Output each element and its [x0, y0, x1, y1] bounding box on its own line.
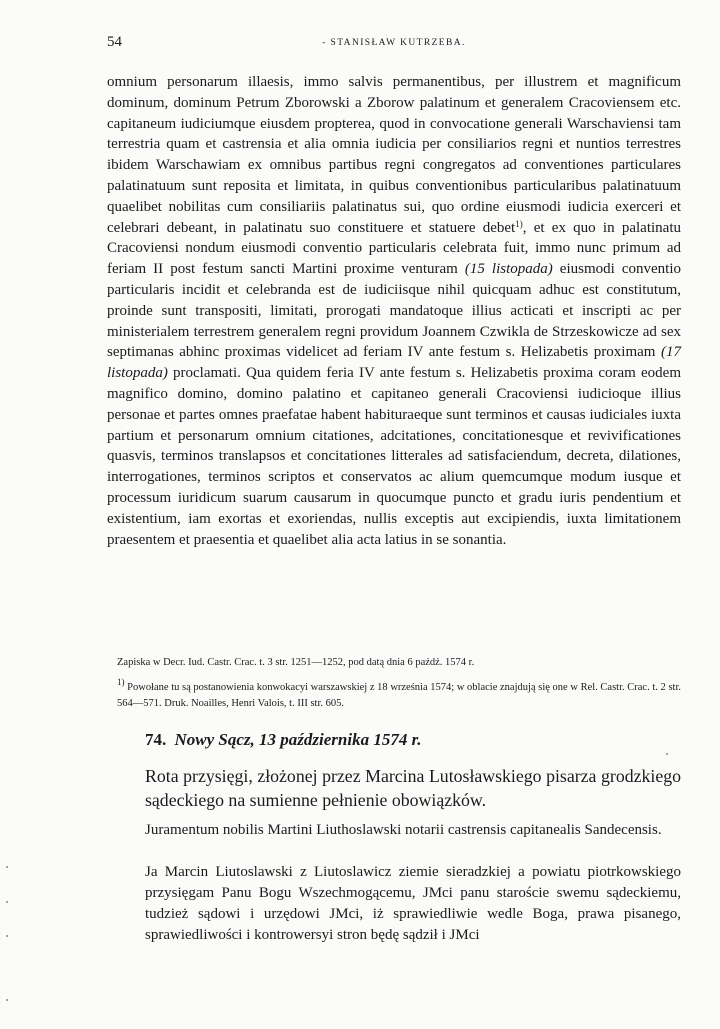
oath-text: Ja Marcin Liutoslawski z Liutoslawicz ziemie sieradzkiej a powiatu piotrkowskiego przysięgam Panu Bogu Wszechmogącemu, JMci panu staroście swemu sądeckiemu, tudzież sądowi i urzędowi JMci, iż sprawiedliwie wedle Boga, prawa pisanego, sprawiedliwości i kontrowersyi stron będę sądził i JMci: [145, 864, 681, 943]
page-header: [107, 34, 681, 56]
date-annotation: (17 listopada): [107, 344, 681, 382]
footnote: [107, 677, 681, 712]
document-heading: [145, 730, 685, 750]
document-title: Rota przysięgi, złożonej przez Marcina Lutosławskiego pisarza grodzkiego sądeckiego na sumienne pełnienie obowiązków.: [145, 766, 681, 810]
main-latin-text: [107, 72, 681, 550]
main-text-part-2: , et ex quo in palatinatu Cracoviensi nondum eiusmodi conventio particularis celebrata fuit, immo nunc primum ad feriam II post festum sancti Martini proxime venturam: [107, 219, 681, 278]
date-annotation: (15 listopada): [464, 261, 553, 278]
main-text-part-4: proclamati. Qua quidem feria IV ante festum s. Helizabetis proxima coram eodem magnifico domino, domino palatino et capitaneo generali Cracoviensi iudicioque illius personae et partes omnes praefatae habent habituraeque sunt terminos et causas iudiciales iuxta partium et personarum omnium citationes, adcitationes, concitationesque et revivificationes quasvis, terminos translapsos et concitationes litterales ad satisfaciendum, decreta, dilationes, interrogationes, terminos scriptos et conservatos ac alium quemcumque modum iusque et processum iuridicum suarum causarum in quocumque puncto et gradu iuris pendentium et existentium, iam exortas et exoriendas, nullis exceptis aut excipiendis, iuxta limitationem praesentem et praesentia et quaelibet alia acta latius in se sonantia.: [107, 365, 681, 548]
scan-speck: [666, 753, 668, 755]
latin-caption: Juramentum nobilis Martini Liuthoslawski notarii castrensis capitanealis Sandecensis.: [145, 822, 662, 838]
main-text-part-1: omnium personarum illaesis, immo salvis permanentibus, per illustrem et magnificum dominum, dominum Petrum Zborowski a Zborow palatinum et generalem Cracoviensem etc. capitaneum iudiciumque eiusdem propterea, quod in convocatione generali Warschaviensi tam terrestria quam et castrensia et alia omnia iudicia per consiliarios regni et nuntios terrestres ibidem Warschawiam ex omnibus partibus regni congregatos ad conventiones particulares palatinatuum sunt reposita et limitata, in quibus conventionibus particularibus palatinatuum quaelibet nobilitas cum consiliariis palatinatus sui, quo ordine eiusmodi iudicia exerceri et celebrari debeant, in palatinatu suo constituere et statuere debet: [107, 74, 681, 236]
scan-speck: [6, 935, 8, 937]
document-number: 74.: [145, 730, 167, 749]
scan-speck: [6, 901, 8, 903]
document-place-date: Nowy Sącz, 13 października 1574 r.: [174, 730, 422, 749]
running-head: - STANISŁAW KUTRZEBA.: [322, 38, 466, 48]
footnote-text: Powołane tu są postanowienia konwokacyi warszawskiej z 18 września 1574; w oblacie znajdują się one w Rel. Castr. Crac. t. 2 str. 564—571. Druk. Noailles, Henri Valois, t. III str. 605.: [117, 682, 681, 709]
source-note: Zapiska w Decr. Iud. Castr. Crac. t. 3 str. 1251—1252, pod datą dnia 6 paźdź. 1574 r.: [117, 657, 475, 668]
scan-speck: [6, 999, 8, 1001]
main-text-part-3: eiusmodi conventio particularis incidit et celebranda est de iudiciisque nihil quicquam adhuc est constitutum, proinde sunt transpositi, limitati, prorogati mandatoque illius acticati et inscripti ac per ministerialem terrestrem generalem regni providum Joannem Czwikla de Strzeskowicze ad sex septimanas abhinc proximas videlicet ad feriam IV ante festum s. Helizabetis proximam: [107, 261, 681, 361]
footnote-marker: 1): [117, 677, 125, 687]
scan-speck: [6, 866, 8, 868]
footnote-reference: 1): [515, 218, 523, 229]
page-number: 54: [107, 34, 122, 50]
